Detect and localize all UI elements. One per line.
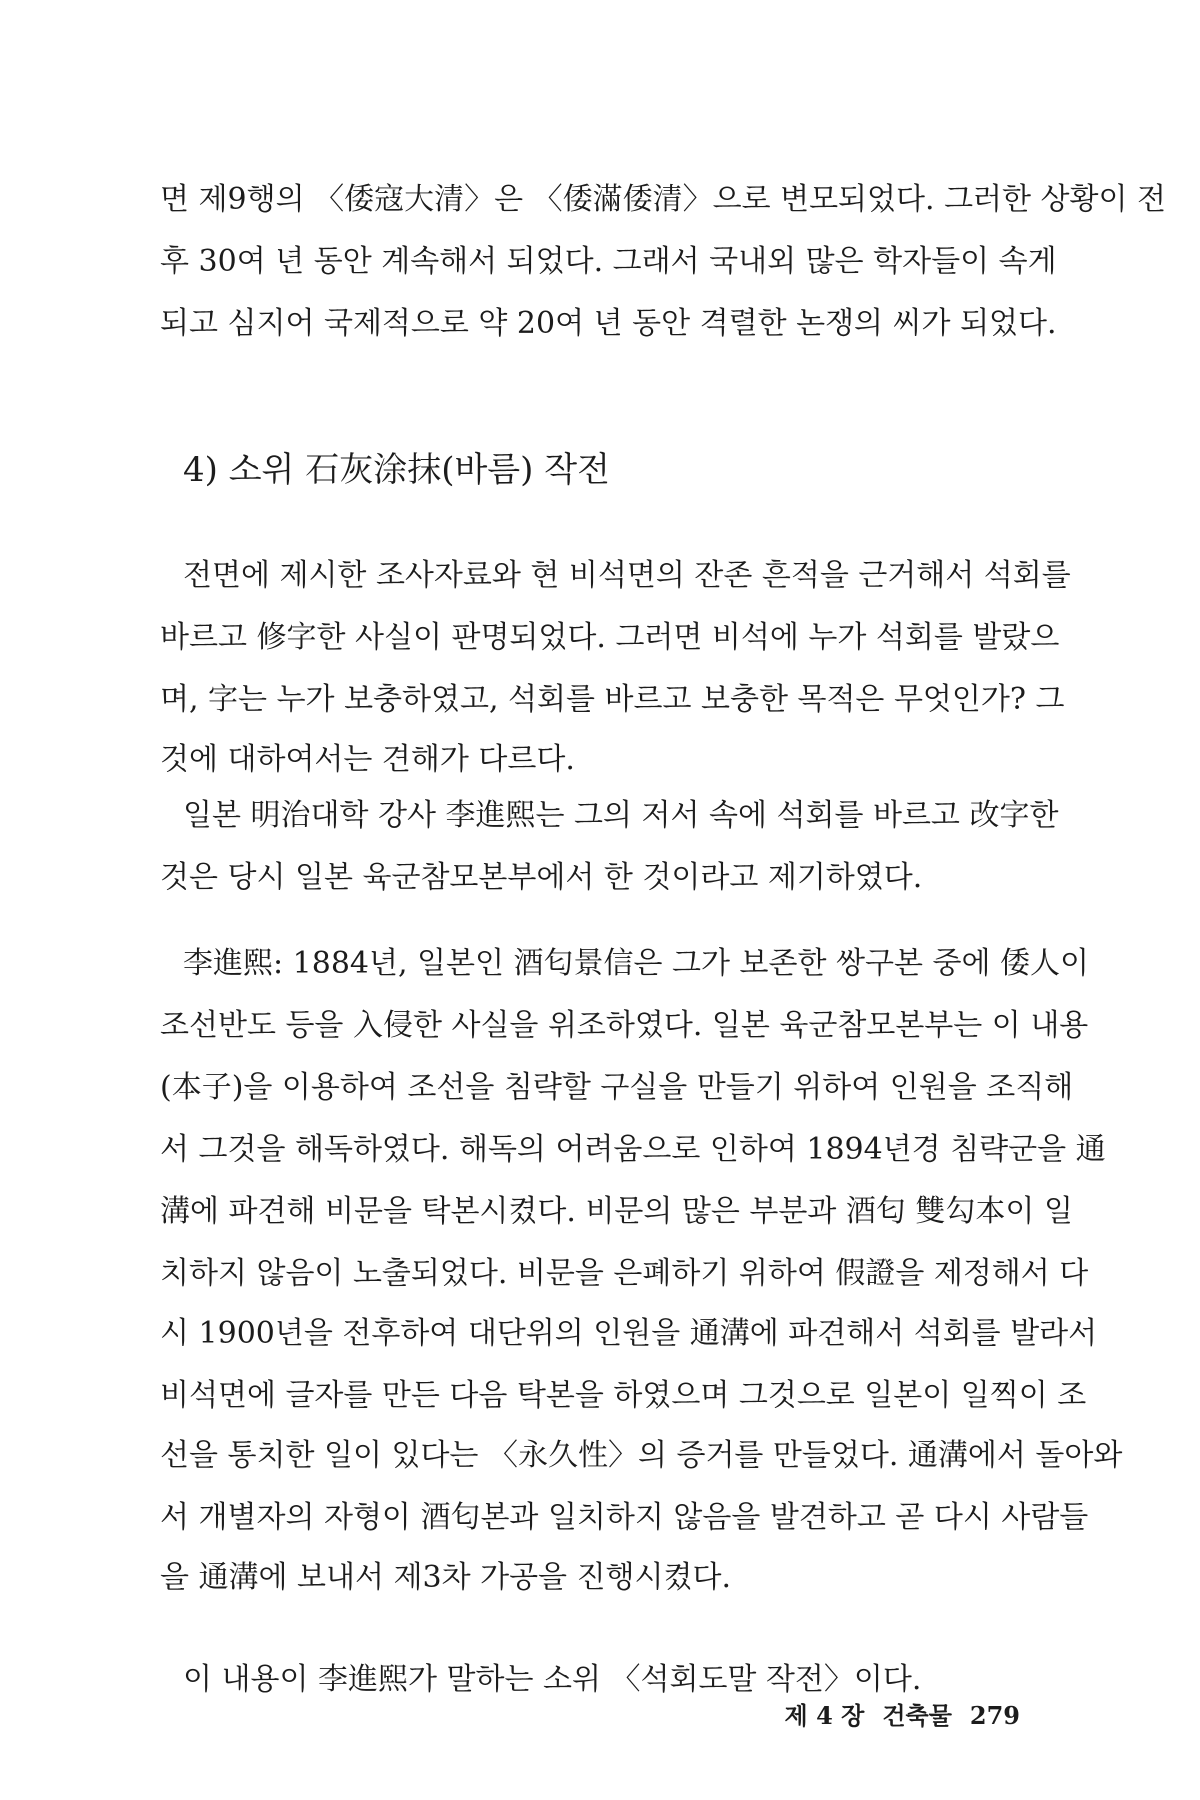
text-line: 이 내용이 李進熙가 말하는 소위 〈석회도말 작전〉이다. (183, 1662, 922, 1697)
text-line: 일본 明治대학 강사 李進熙는 그의 저서 속에 석회를 바르고 改字한 (183, 798, 1059, 833)
page-number: 279 (969, 1701, 1020, 1730)
text-line: 비석면에 글자를 만든 다음 탁본을 하였으며 그것으로 일본이 일찍이 조 (160, 1378, 1087, 1413)
text-line: 을 通溝에 보내서 제3차 가공을 진행시켰다. (160, 1560, 732, 1595)
text-line: 전면에 제시한 조사자료와 현 비석면의 잔존 흔적을 근거해서 석회를 (183, 558, 1071, 593)
text-line: 면 제9행의 〈倭寇大清〉은 〈倭滿倭清〉으로 변모되었다. 그러한 상황이 전 (160, 182, 1166, 217)
text-line: 조선반도 등을 入侵한 사실을 위조하였다. 일본 육군참모본부는 이 내용 (160, 1008, 1089, 1043)
text-line: 선을 통치한 일이 있다는 〈永久性〉의 증거를 만들었다. 通溝에서 돌아와 (160, 1438, 1123, 1473)
text-line: 시 1900년을 전후하여 대단위의 인원을 通溝에 파견해서 석회를 발라서 (160, 1316, 1098, 1351)
text-line: (本子)을 이용하여 조선을 침략할 구실을 만들기 위하여 인원을 조직해 (160, 1070, 1074, 1105)
text-line: 되고 심지어 국제적으로 약 20여 년 동안 격렬한 논쟁의 씨가 되었다. (160, 306, 1057, 341)
footer-chapter: 제 4 장 (784, 1701, 865, 1730)
text-line: 서 그것을 해독하였다. 해독의 어려움으로 인하여 1894년경 침략군을 通 (160, 1132, 1106, 1167)
text-line: 후 30여 년 동안 계속해서 되었다. 그래서 국내외 많은 학자들이 속게 (160, 244, 1057, 279)
footer-title: 건축물 (882, 1701, 952, 1730)
text-line: 며, 字는 누가 보충하였고, 석회를 바르고 보충한 목적은 무엇인가? 그 (160, 682, 1065, 717)
text-line: 서 개별자의 자형이 酒匂본과 일치하지 않음을 발견하고 곧 다시 사람들 (160, 1500, 1089, 1535)
text-line: 것에 대하여서는 견해가 다르다. (160, 742, 575, 777)
text-line: 치하지 않음이 노출되었다. 비문을 은폐하기 위하여 假證을 제정해서 다 (160, 1256, 1089, 1291)
text-line: 바르고 修字한 사실이 판명되었다. 그러면 비석에 누가 석회를 발랐으 (160, 620, 1060, 655)
text-line: 溝에 파견해 비문을 탁본시켰다. 비문의 많은 부분과 酒匂 雙勾本이 일 (160, 1194, 1073, 1229)
text-line: 것은 당시 일본 육군참모본부에서 한 것이라고 제기하였다. (160, 860, 923, 895)
section-heading: 4) 소위 石灰涂抹(바름) 작전 (183, 450, 610, 490)
text-line: 李進熙: 1884년, 일본인 酒匂景信은 그가 보존한 쌍구본 중에 倭人이 (183, 946, 1089, 981)
page-footer (785, 1700, 1020, 1732)
